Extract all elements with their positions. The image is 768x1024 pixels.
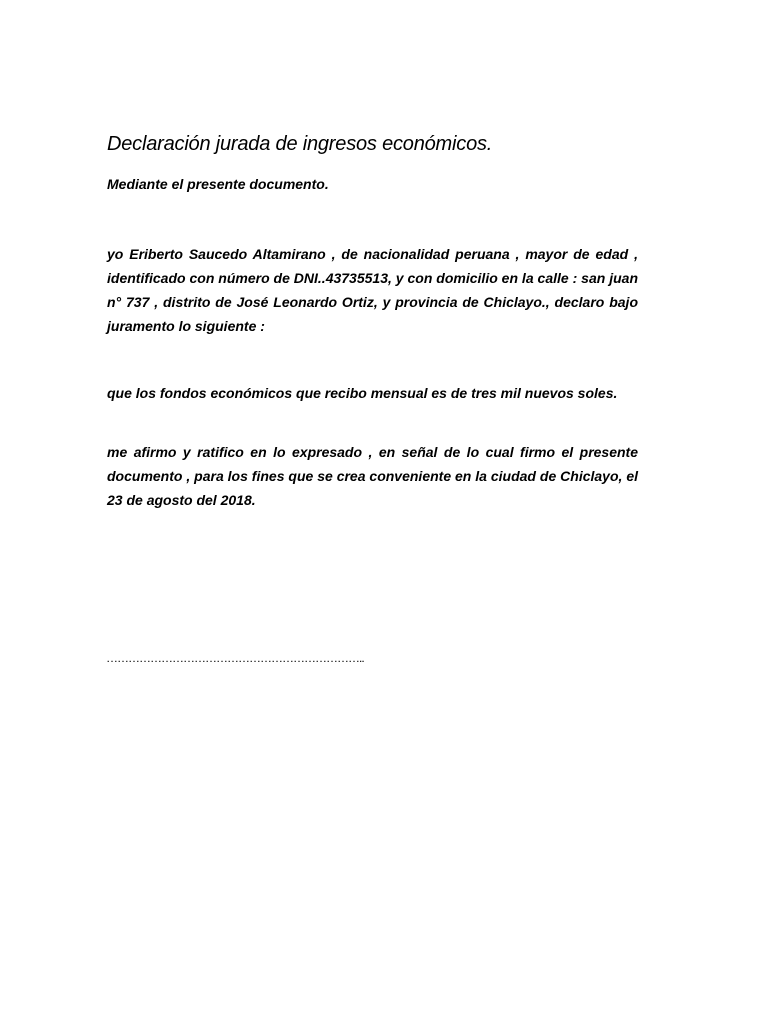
- declaration-paragraph-identity: yo Eriberto Saucedo Altamirano , de nacionalidad peruana , mayor de edad , identificado con número de DNI..43735513, y con domicilio en la calle : san juan n° 737 , distrito de José Leonardo Ortiz, y provincia de Chiclayo., declaro bajo juramento lo siguiente :: [107, 246, 638, 334]
- document-title: Declaración jurada de ingresos económicos.: [107, 133, 493, 155]
- declaration-paragraph-income: que los fondos económicos que recibo mensual es de tres mil nuevos soles.: [107, 385, 618, 401]
- document-subtitle: Mediante el presente documento.: [107, 176, 329, 192]
- declaration-paragraph-affirmation: me afirmo y ratifico en lo expresado , en señal de lo cual firmo el presente documento , para los fines que se crea conveniente en la ciudad de Chiclayo, el 23 de agosto del 2018.: [107, 444, 638, 508]
- signature-line: ……………………………………………………………..: [106, 651, 364, 665]
